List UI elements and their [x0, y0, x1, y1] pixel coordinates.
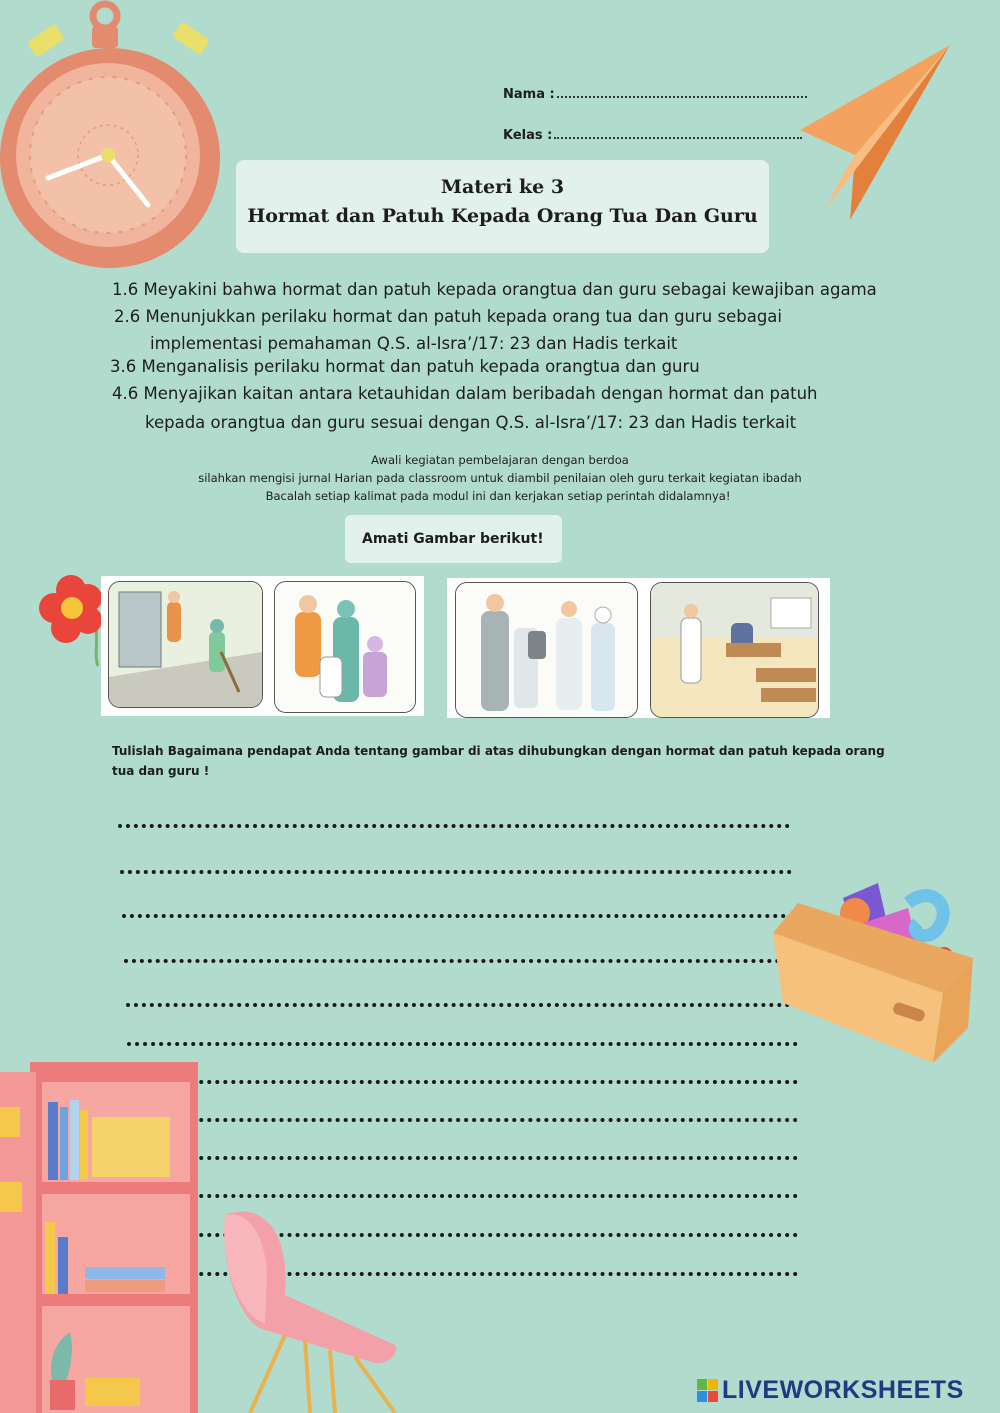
lesson-title: Hormat dan Patuh Kepada Orang Tua Dan Guru — [247, 205, 758, 227]
class-field[interactable] — [503, 128, 802, 143]
competency-4-6: 4.6 Menyajikan kaitan antara ketauhidan dalam beribadah dengan hormat dan patuh — [112, 384, 818, 403]
name-field[interactable] — [503, 87, 807, 102]
answer-line[interactable] — [124, 959, 796, 963]
picture-teacher-greeting — [455, 582, 638, 718]
answer-line[interactable] — [126, 1003, 798, 1007]
answer-line[interactable] — [120, 870, 792, 874]
picture-sweeping — [108, 581, 263, 708]
picture-family-greeting — [274, 581, 416, 713]
clock-illustration — [0, 0, 225, 275]
lesson-number: Materi ke 3 — [440, 176, 565, 198]
toy-box-illustration — [768, 878, 978, 1063]
class-blank[interactable] — [554, 128, 802, 139]
title-card — [236, 160, 769, 253]
answer-line[interactable] — [127, 1042, 798, 1046]
name-blank[interactable] — [557, 87, 807, 98]
answer-line[interactable] — [118, 824, 790, 828]
chair-illustration — [205, 1205, 405, 1413]
class-label: Kelas : — [503, 128, 553, 143]
brand-name: LIVEWORKSHEETS — [722, 1376, 964, 1404]
competency-2-6-cont: implementasi pemahaman Q.S. al-Isra’/17: 23 dan Hadis terkait — [150, 334, 678, 353]
picture-classroom — [650, 582, 819, 718]
observe-label: Amati Gambar berikut! — [345, 515, 562, 563]
bookshelf-illustration — [0, 1062, 200, 1413]
intro-read: Bacalah setiap kalimat pada modul ini dan kerjakan setiap perintah didalamnya! — [265, 489, 731, 503]
answer-line[interactable] — [127, 1080, 798, 1084]
liveworksheets-logo-icon — [697, 1379, 719, 1403]
answer-line[interactable] — [127, 1118, 798, 1122]
essay-question: Tulislah Bagaimana pendapat Anda tentang gambar di atas dihubungkan dengan hormat dan patuh kepada orang tua dan guru ! — [112, 744, 885, 778]
paper-plane-illustration — [795, 45, 955, 225]
answer-line[interactable] — [122, 914, 794, 918]
intro-journal: silahkan mengisi jurnal Harian pada classroom untuk diambil penilaian oleh guru terkait kegiatan ibadah — [198, 471, 802, 485]
name-label: Nama : — [503, 87, 555, 102]
competency-1-6: 1.6 Meyakini bahwa hormat dan patuh kepada orangtua dan guru sebagai kewajiban agama — [112, 280, 877, 299]
competency-3-6: 3.6 Menganalisis perilaku hormat dan patuh kepada orangtua dan guru — [110, 357, 700, 376]
picture-strip-left — [101, 576, 424, 716]
picture-strip-right — [447, 578, 830, 718]
competency-4-6-cont: kepada orangtua dan guru sesuai dengan Q.S. al-Isra’/17: 23 dan Hadis terkait — [145, 413, 797, 432]
answer-line[interactable] — [127, 1156, 798, 1160]
answer-line[interactable] — [127, 1194, 798, 1198]
competency-2-6: 2.6 Menunjukkan perilaku hormat dan patuh kepada orang tua dan guru sebagai — [114, 307, 782, 326]
intro-pray: Awali kegiatan pembelajaran dengan berdoa — [371, 453, 629, 467]
flower-illustration — [36, 568, 108, 668]
